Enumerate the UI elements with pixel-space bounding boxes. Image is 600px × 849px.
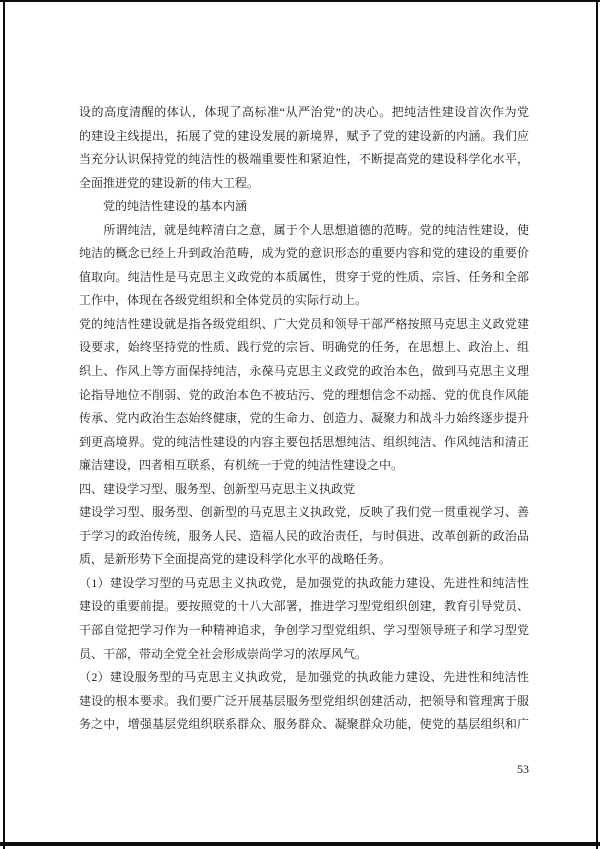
- scan-edge-right: [596, 0, 598, 849]
- text-line: 织上、作风上等方面保持纯洁，永葆马克思主义政党的政治本色，做到马克思主义理: [79, 364, 529, 379]
- text-line: 务之中，增强基层党组织联系群众、服务群众、凝聚群众功能，使党的基层组织和广: [79, 717, 529, 732]
- paragraph: [79, 501, 529, 572]
- page-number: 53: [517, 762, 529, 776]
- text-line: 党的纯洁性建设的基本内涵: [79, 199, 248, 214]
- text-line: 工作中，体现在各级党组织和全体党员的实际行动上。: [79, 293, 368, 308]
- text-line: 四、建设学习型、服务型、创新型马克思主义执政党: [79, 481, 356, 496]
- text-line: 干部自觉把学习作为一种精神追求，争创学习型党组织、学习型领导班子和学习型党: [79, 623, 529, 638]
- text-line: 论指导地位不削弱、党的政治本色不被玷污、党的理想信念不动摇、党的优良作风能: [79, 387, 529, 402]
- scan-edge-left: [3, 0, 5, 849]
- paragraph: [79, 666, 529, 737]
- text-line: 的建设主线提出，拓展了党的建设发展的新境界，赋予了党的建设新的内涵。我们应: [79, 128, 529, 143]
- text-line: 值取向。纯洁性是马克思主义政党的本质属性，贯穿于党的性质、宗旨、任务和全部: [79, 269, 529, 284]
- text-line: 建设的重要前提。要按照党的十八大部署，推进学习型党组织创建，教育引导党员、: [79, 599, 529, 614]
- scan-edge-bottom: [0, 842, 600, 846]
- text-line: （1）建设学习型的马克思主义执政党，是加强党的执政能力建设、先进性和纯洁性: [79, 575, 529, 590]
- scan-edge-top: [0, 0, 600, 2]
- paragraph: [79, 572, 529, 666]
- paragraph: [79, 219, 529, 313]
- text-line: 当充分认识保持党的纯洁性的极端重要性和紧迫性，不断提高党的建设科学化水平，: [79, 152, 529, 167]
- section-heading: [79, 195, 529, 219]
- text-line: 设要求，始终坚持党的性质、践行党的宗旨、明确党的任务，在思想上、政治上、组: [79, 340, 529, 355]
- text-line: 于学习的政治传统，服务人民、造福人民的政治责任，与时俱进、改革创新的政治品: [79, 528, 529, 543]
- paragraph: [79, 101, 529, 195]
- text-line: （2）建设服务型的马克思主义执政党，是加强党的执政能力建设、先进性和纯洁性: [79, 670, 529, 685]
- text-line: 到更高境界。党的纯洁性建设的内容主要包括思想纯洁、组织纯洁、作风纯洁和清正: [79, 434, 529, 449]
- text-line: 建设学习型、服务型、创新型的马克思主义执政党，反映了我们党一贯重视学习、善: [79, 505, 529, 520]
- text-line: 所谓纯洁，就是纯粹清白之意，属于个人思想道德的范畴。党的纯洁性建设，使: [79, 222, 529, 237]
- text-line: 全面推进党的建设新的伟大工程。: [79, 175, 260, 190]
- text-line: 传承、党内政治生态始终健康，党的生命力、创造力、凝聚力和战斗力始终逐步提升: [79, 411, 529, 426]
- text-line: 设的高度清醒的体认，体现了高标准“从严治党”的决心。把纯洁性建设首次作为党: [79, 105, 529, 119]
- section-heading: [79, 478, 529, 502]
- text-line: 廉洁建设，四者相互联系，有机统一于党的纯洁性建设之中。: [79, 458, 404, 473]
- paragraph: [79, 313, 529, 478]
- text-line: 党的纯洁性建设就是指各级党组织、广大党员和领导干部严格按照马克思主义政党建: [79, 316, 529, 331]
- body-text-column: [79, 101, 529, 737]
- text-line: 纯洁的概念已经上升到政治范畴，成为党的意识形态的重要内容和党的建设的重要价: [79, 246, 529, 261]
- text-line: 员、干部，带动全党全社会形成崇尚学习的浓厚风气。: [79, 646, 368, 661]
- text-line: 质，是新形势下全面提高党的建设科学化水平的战略任务。: [79, 552, 392, 567]
- text-line: 建设的根本要求。我们要广泛开展基层服务型党组织创建活动，把领导和管理寓于服: [79, 693, 529, 708]
